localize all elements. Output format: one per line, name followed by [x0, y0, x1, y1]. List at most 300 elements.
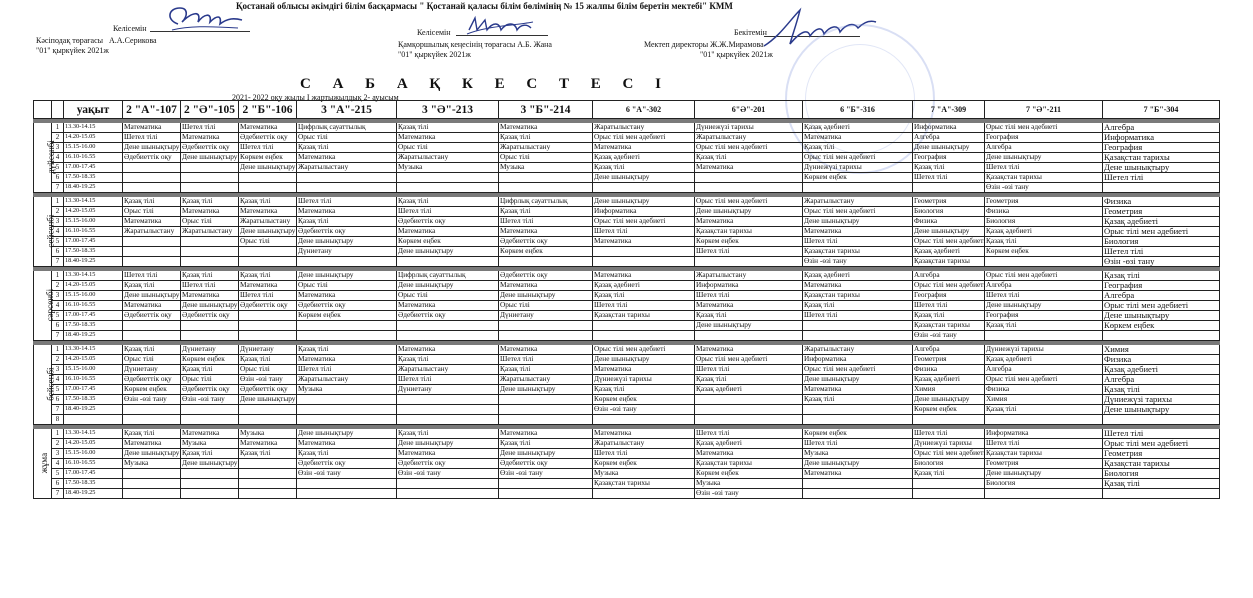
subject-cell: [499, 415, 593, 425]
subject-cell: Математика: [123, 301, 181, 311]
lesson-time: 18.40-19.25: [64, 489, 123, 499]
lesson-number: 2: [52, 281, 64, 291]
subject-cell: Әдебиеттік оқу: [181, 311, 239, 321]
table-row: [34, 217, 1220, 227]
subject-cell: [181, 415, 239, 425]
timetable-body: [34, 119, 1220, 499]
subject-cell: [297, 183, 397, 193]
schedule-title: С А Б А Қ К Е С Т Е С І: [300, 76, 670, 92]
table-row: [34, 469, 1220, 479]
subject-cell: [297, 479, 397, 489]
subject-cell: Алгебра: [1103, 375, 1220, 385]
subject-cell: Орыс тілі мен әдебиеті: [985, 123, 1103, 133]
lesson-time: 13.30-14.15: [64, 271, 123, 281]
approval-1-role: [36, 36, 157, 46]
subject-cell: [123, 321, 181, 331]
subject-cell: Қазақ тілі: [695, 153, 803, 163]
day-label: [34, 197, 56, 267]
subject-cell: Қазақ тілі: [297, 345, 397, 355]
subject-cell: Математика: [593, 429, 695, 439]
subject-cell: Шетел тілі: [803, 311, 913, 321]
subject-cell: Шетел тілі: [985, 163, 1103, 173]
subject-cell: Информатика: [695, 281, 803, 291]
lesson-number: 5: [52, 237, 64, 247]
table-row: [34, 321, 1220, 331]
subject-cell: Қазақ тілі: [499, 133, 593, 143]
subject-cell: [181, 405, 239, 415]
approval-2-agreed: Келісемін: [417, 28, 451, 37]
subject-cell: Қазақ тілі: [1103, 271, 1220, 281]
subject-cell: Математика: [593, 271, 695, 281]
subject-cell: Орыс тілі мен әдебиеті: [593, 217, 695, 227]
subject-cell: Әдебиеттік оқу: [499, 459, 593, 469]
subject-cell: [499, 173, 593, 183]
lesson-time: 16.10-16.55: [64, 227, 123, 237]
subject-cell: Қазақ тілі: [695, 375, 803, 385]
subject-cell: Қазақ әдебиеті: [1103, 217, 1220, 227]
lesson-time: 15.15-16.00: [64, 449, 123, 459]
header-num: [52, 101, 64, 119]
subject-cell: Математика: [181, 207, 239, 217]
lesson-time: 17.00-17.45: [64, 469, 123, 479]
subject-cell: Орыс тілі: [239, 237, 297, 247]
subject-cell: Әдебиеттік оқу: [123, 375, 181, 385]
lesson-number: 3: [52, 449, 64, 459]
subject-cell: Орыс тілі мен әдебиеті: [1103, 227, 1220, 237]
org-title: Қостанай облысы әкімдігі білім басқармасы " Қостанай қаласы білім бөлімінің № 15 жалпы білім беретін мектебі" КММ: [236, 1, 733, 11]
lesson-time: 13.30-14.15: [64, 345, 123, 355]
subject-cell: Дене шынықтыру: [803, 459, 913, 469]
signature-2: [463, 12, 535, 38]
lesson-time: 16.10-16.55: [64, 459, 123, 469]
subject-cell: Дене шынықтыру: [124, 142, 180, 152]
table-row: [34, 405, 1220, 415]
subject-cell: Математика: [803, 227, 913, 237]
subject-cell: Қазақстан тарихы: [985, 173, 1103, 183]
subject-cell: Физика: [913, 217, 985, 227]
subject-cell: Дүниетану: [123, 365, 181, 375]
lesson-time: 17.50-18.35: [64, 173, 123, 183]
table-row: [34, 415, 1220, 425]
subject-cell: Қазақ тілі: [593, 385, 695, 395]
table-row: [34, 133, 1220, 143]
lesson-number: 3: [52, 291, 64, 301]
subject-cell: Математика: [593, 365, 695, 375]
header-row: [34, 101, 1220, 119]
subject-cell: [499, 321, 593, 331]
subject-cell: [397, 479, 499, 489]
subject-cell: География: [985, 311, 1103, 321]
subject-cell: Биология: [985, 217, 1103, 227]
subject-cell: Шетел тілі: [803, 237, 913, 247]
lesson-time: 14.20-15.05: [64, 207, 123, 217]
subject-cell: Алгебра: [985, 281, 1103, 291]
subject-cell: [499, 405, 593, 415]
subject-cell: Қазақ тілі: [239, 355, 297, 365]
lesson-number: 6: [52, 321, 64, 331]
subject-cell: [297, 405, 397, 415]
subject-cell: Дүниежүзі тарихы: [1103, 395, 1220, 405]
subject-cell: Қазақ тілі: [985, 237, 1103, 247]
approval-1-role-text: Кәсіподақ төрағасы: [36, 36, 104, 45]
subject-cell: [123, 405, 181, 415]
subject-cell: Цифрлық сауаттылық: [499, 197, 593, 207]
subject-cell: Музыка: [397, 163, 499, 173]
table-row: [34, 207, 1220, 217]
subject-cell: Өзін -өзі тану: [1103, 257, 1220, 267]
subject-cell: Орыс тілі: [397, 291, 499, 301]
lesson-time: 17.50-18.35: [64, 247, 123, 257]
subject-cell: [239, 415, 297, 425]
subject-cell: [123, 415, 181, 425]
approval-2-date: "01" қыркүйек 2021ж: [398, 50, 471, 59]
lesson-number: 2: [52, 133, 64, 143]
subject-cell: Қазақ тілі: [913, 311, 985, 321]
subject-cell: Қазақ әдебиеті: [593, 281, 695, 291]
subject-cell: Орыс тілі: [297, 133, 397, 143]
day-label: [34, 271, 56, 341]
table-row: [34, 365, 1220, 375]
subject-cell: Көркем еңбек: [593, 459, 695, 469]
day-label: [34, 429, 52, 499]
subject-cell: [239, 247, 297, 257]
subject-cell: [239, 173, 297, 183]
subject-cell: Музыка: [803, 449, 913, 459]
subject-cell: Орыс тілі: [123, 355, 181, 365]
subject-cell: Дене шынықтыру: [985, 469, 1103, 479]
subject-cell: Математика: [397, 345, 499, 355]
lesson-time: [64, 415, 123, 425]
subject-cell: [297, 415, 397, 425]
subject-cell: Қазақстан тарихы: [695, 227, 803, 237]
subject-cell: Көркем еңбек: [499, 247, 593, 257]
lesson-number: 8: [52, 415, 64, 425]
header-class-2ae: 2 "Ә"-105: [181, 101, 239, 119]
approval-1-agreed: Келісемін: [113, 24, 147, 33]
lesson-number: 5: [52, 385, 64, 395]
header-class-6ae: 6"Ә"-201: [695, 101, 803, 119]
lesson-number: 1: [52, 123, 64, 133]
subject-cell: Шетел тілі: [239, 291, 297, 301]
subject-cell: Әдебиеттік оқу: [181, 385, 239, 395]
approval-1-name: А.А.Серикова: [109, 36, 157, 45]
subject-cell: Орыс тілі мен әдебиеті: [985, 271, 1103, 281]
subject-cell: [297, 257, 397, 267]
table-row: [34, 301, 1220, 311]
approval-2-role: Қамқоршылық кеңесінің төрағасы А.Б. Жана: [398, 40, 552, 49]
subject-cell: [123, 237, 181, 247]
subject-cell: [803, 331, 913, 341]
table-row: [34, 331, 1220, 341]
subject-cell: Биология: [913, 459, 985, 469]
day-name: сәрсенбі: [45, 288, 56, 322]
lesson-time: 18.40-19.25: [64, 183, 123, 193]
subject-cell: Математика: [499, 123, 593, 133]
table-row: [34, 355, 1220, 365]
subject-cell: Қазақ тілі: [397, 123, 499, 133]
lesson-number: 2: [52, 439, 64, 449]
subject-cell: География: [1103, 281, 1220, 291]
subject-cell: Алгебра: [985, 143, 1103, 153]
subject-cell: [181, 173, 239, 183]
subject-cell: [297, 173, 397, 183]
subject-cell: Көркем еңбек: [239, 153, 297, 163]
subject-cell: Өзін -өзі тану: [695, 489, 803, 499]
subject-cell: Дене шынықтыру: [124, 448, 180, 458]
subject-cell: Қазақстан тарихы: [593, 479, 695, 489]
subject-cell: Информатика: [1103, 133, 1220, 143]
subject-cell: Алгебра: [985, 365, 1103, 375]
subject-cell: Қазақ тілі: [913, 163, 985, 173]
subject-cell: [181, 237, 239, 247]
subject-cell: [297, 489, 397, 499]
header-class-3b: 3 "Б"-214: [499, 101, 593, 119]
table-row: [34, 479, 1220, 489]
subject-cell: Дүниетану: [397, 385, 499, 395]
subject-cell: Әдебиеттік оқу: [397, 459, 499, 469]
subject-cell: Дене шынықтыру: [1103, 163, 1220, 173]
subject-cell: Қазақ тілі: [123, 281, 181, 291]
lesson-time: 17.00-17.45: [64, 311, 123, 321]
subject-cell: География: [985, 133, 1103, 143]
subject-cell: Математика: [397, 227, 499, 237]
subject-cell: Алгебра: [913, 345, 985, 355]
subject-cell: Қазақ әдебиеті: [913, 375, 985, 385]
subject-cell: [239, 331, 297, 341]
subject-cell: Дене шынықтыру: [297, 429, 397, 439]
approval-3-agreed: Бекітемін: [734, 28, 767, 37]
subject-cell: [695, 415, 803, 425]
subject-cell: Жаратылыстану: [397, 153, 499, 163]
subject-cell: Шетел тілі: [499, 355, 593, 365]
subject-cell: Шетел тілі: [239, 143, 297, 153]
subject-cell: Қазақ тілі: [803, 143, 913, 153]
subject-cell: [239, 311, 297, 321]
subject-cell: Математика: [397, 133, 499, 143]
subject-cell: Математика: [695, 345, 803, 355]
subject-cell: Қазақ тілі: [123, 429, 181, 439]
table-row: [34, 459, 1220, 469]
table-row: [34, 281, 1220, 291]
subject-cell: Математика: [695, 163, 803, 173]
subject-cell: [181, 331, 239, 341]
subject-cell: Геометрия: [1103, 449, 1220, 459]
subject-cell: Қазақ тілі: [297, 449, 397, 459]
subject-cell: Математика: [397, 449, 499, 459]
subject-cell: Қазақстан тарихы: [913, 321, 985, 331]
table-row: [34, 143, 1220, 153]
subject-cell: Әдебиеттік оқу: [297, 227, 397, 237]
subject-cell: Көркем еңбек: [803, 173, 913, 183]
table-row: [34, 395, 1220, 405]
table-row: [34, 291, 1220, 301]
table-row: [34, 173, 1220, 183]
subject-cell: [239, 183, 297, 193]
subject-cell: Шетел тілі: [181, 281, 239, 291]
subject-cell: Математика: [239, 281, 297, 291]
subject-cell: Орыс тілі мен әдебиеті: [803, 365, 913, 375]
table-row: [34, 489, 1220, 499]
subject-cell: [239, 257, 297, 267]
subject-cell: [239, 459, 297, 469]
subject-cell: Қазақстан тарихы: [803, 247, 913, 257]
table-row: [34, 257, 1220, 267]
subject-cell: Қазақ тілі: [913, 469, 985, 479]
approval-3-date: "01" қыркүйек 2021ж: [700, 50, 773, 59]
subject-cell: [913, 479, 985, 489]
subject-cell: Геометрия: [913, 197, 985, 207]
subject-cell: Шетел тілі: [123, 133, 181, 143]
subject-cell: Биология: [1103, 237, 1220, 247]
subject-cell: [181, 469, 239, 479]
subject-cell: Орыс тілі мен әдебиеті: [1103, 439, 1220, 449]
subject-cell: Көркем еңбек: [593, 395, 695, 405]
subject-cell: [593, 183, 695, 193]
subject-cell: [181, 479, 239, 489]
lesson-time: 17.00-17.45: [64, 163, 123, 173]
header-class-2b: 2 "Б"-106: [239, 101, 297, 119]
subject-cell: Көркем еңбек: [985, 247, 1103, 257]
lesson-number: 1: [52, 271, 64, 281]
subject-cell: Химия: [913, 385, 985, 395]
header-class-6b: 6 "Б"-316: [803, 101, 913, 119]
subject-cell: Математика: [593, 237, 695, 247]
table-row: [34, 237, 1220, 247]
subject-cell: Қазақ тілі: [1103, 385, 1220, 395]
lesson-time: 15.15-16.00: [64, 291, 123, 301]
subject-cell: Шетел тілі: [499, 217, 593, 227]
lesson-time: 14.20-15.05: [64, 439, 123, 449]
subject-cell: Шетел тілі: [985, 439, 1103, 449]
lesson-number: 1: [52, 345, 64, 355]
lesson-time: 15.15-16.00: [64, 365, 123, 375]
subject-cell: Физика: [1103, 355, 1220, 365]
subject-cell: [239, 321, 297, 331]
subject-cell: Жаратылыстану: [123, 227, 181, 237]
subject-cell: Орыс тілі мен әдебиеті: [803, 153, 913, 163]
subject-cell: [695, 331, 803, 341]
subject-cell: Дене шынықтыру: [913, 227, 985, 237]
subject-cell: Алгебра: [1103, 123, 1220, 133]
subject-cell: Қазақ тілі: [593, 291, 695, 301]
subject-cell: Қазақстан тарихы: [1103, 153, 1220, 163]
header-day: [34, 101, 52, 119]
subject-cell: Шетел тілі: [593, 449, 695, 459]
subject-cell: Қазақ әдебиеті: [593, 153, 695, 163]
lesson-number: 1: [52, 429, 64, 439]
subject-cell: Әдебиеттік оқу: [239, 301, 297, 311]
subject-cell: Орыс тілі мен әдебиеті: [593, 133, 695, 143]
header-class-3a: 3 "А"-215: [297, 101, 397, 119]
subject-cell: Геометрия: [1103, 207, 1220, 217]
subject-cell: Қазақ тілі: [397, 197, 499, 207]
subject-cell: Өзін -өзі тану: [397, 469, 499, 479]
lesson-number: 7: [52, 331, 64, 341]
subject-cell: Математика: [803, 281, 913, 291]
lesson-time: 16.10-16.55: [64, 301, 123, 311]
table-row: [34, 153, 1220, 163]
subject-cell: Дене шынықтыру: [182, 152, 238, 162]
lesson-number: 5: [52, 311, 64, 321]
subject-cell: Дене шынықтыру: [593, 355, 695, 365]
subject-cell: Көркем еңбек: [397, 237, 499, 247]
subject-cell: Әдебиеттік оқу: [499, 271, 593, 281]
lesson-time: 13.30-14.15: [64, 197, 123, 207]
subject-cell: Математика: [297, 355, 397, 365]
lesson-time: 15.15-16.00: [64, 217, 123, 227]
subject-cell: Қазақ тілі: [181, 449, 239, 459]
subject-cell: Шетел тілі: [1103, 173, 1220, 183]
subject-cell: Дене шынықтыру: [593, 173, 695, 183]
subject-cell: Математика: [239, 207, 297, 217]
subject-cell: Әдебиеттік оқу: [297, 301, 397, 311]
table-row: [34, 375, 1220, 385]
subject-cell: Қазақ әдебиеті: [985, 227, 1103, 237]
subject-cell: Орыс тілі мен әдебиеті: [695, 355, 803, 365]
subject-cell: Шетел тілі: [803, 439, 913, 449]
subject-cell: Математика: [123, 439, 181, 449]
subject-cell: [803, 415, 913, 425]
subject-cell: Дене шынықтыру: [240, 162, 296, 172]
subject-cell: Дене шынықтыру: [1103, 311, 1220, 321]
subject-cell: Қазақ тілі: [499, 207, 593, 217]
subject-cell: Орыс тілі мен әдебиеті: [695, 197, 803, 207]
subject-cell: Қазақ әдебиеті: [1103, 365, 1220, 375]
subject-cell: [913, 489, 985, 499]
subject-cell: Орыс тілі мен әдебиеті: [593, 345, 695, 355]
subject-cell: [913, 183, 985, 193]
day-name: дүйсенбі: [45, 140, 56, 174]
day-name: жұма: [39, 452, 50, 474]
subject-cell: Әдебиеттік оқу: [297, 459, 397, 469]
subject-cell: Қазақ әдебиеті: [803, 123, 913, 133]
subject-cell: [297, 321, 397, 331]
subject-cell: Математика: [181, 133, 239, 143]
subject-cell: Дүниежүзі тарихы: [913, 439, 985, 449]
subject-cell: Музыка: [499, 163, 593, 173]
lesson-number: 1: [52, 197, 64, 207]
subject-cell: Физика: [985, 385, 1103, 395]
subject-cell: Дене шынықтыру: [499, 291, 593, 301]
subject-cell: Математика: [397, 301, 499, 311]
subject-cell: Дүниетану: [297, 247, 397, 257]
subject-cell: Қазақ тілі: [181, 365, 239, 375]
subject-cell: Дене шынықтыру: [695, 207, 803, 217]
subject-cell: Қазақ тілі: [239, 449, 297, 459]
subject-cell: [803, 489, 913, 499]
subject-cell: Дүниетану: [499, 311, 593, 321]
subject-cell: Жаратылыстану: [499, 143, 593, 153]
lesson-number: 7: [52, 405, 64, 415]
table-row: [34, 345, 1220, 355]
subject-cell: Қазақ тілі: [123, 345, 181, 355]
subject-cell: Дене шынықтыру: [182, 458, 238, 468]
lesson-number: 5: [52, 469, 64, 479]
subject-cell: Математика: [695, 217, 803, 227]
subject-cell: Алгебра: [1103, 291, 1220, 301]
subject-cell: Физика: [985, 207, 1103, 217]
subject-cell: Орыс тілі: [181, 375, 239, 385]
lesson-time: 18.40-19.25: [64, 257, 123, 267]
lesson-time: 15.15-16.00: [64, 143, 123, 153]
subject-cell: Дүниетану: [239, 345, 297, 355]
subject-cell: Жаратылыстану: [803, 345, 913, 355]
subject-cell: [695, 183, 803, 193]
subject-cell: Өзін -өзі тану: [985, 183, 1103, 193]
subject-cell: Химия: [1103, 345, 1220, 355]
subject-cell: Қазақ тілі: [985, 321, 1103, 331]
subject-cell: Қазақ тілі: [181, 271, 239, 281]
